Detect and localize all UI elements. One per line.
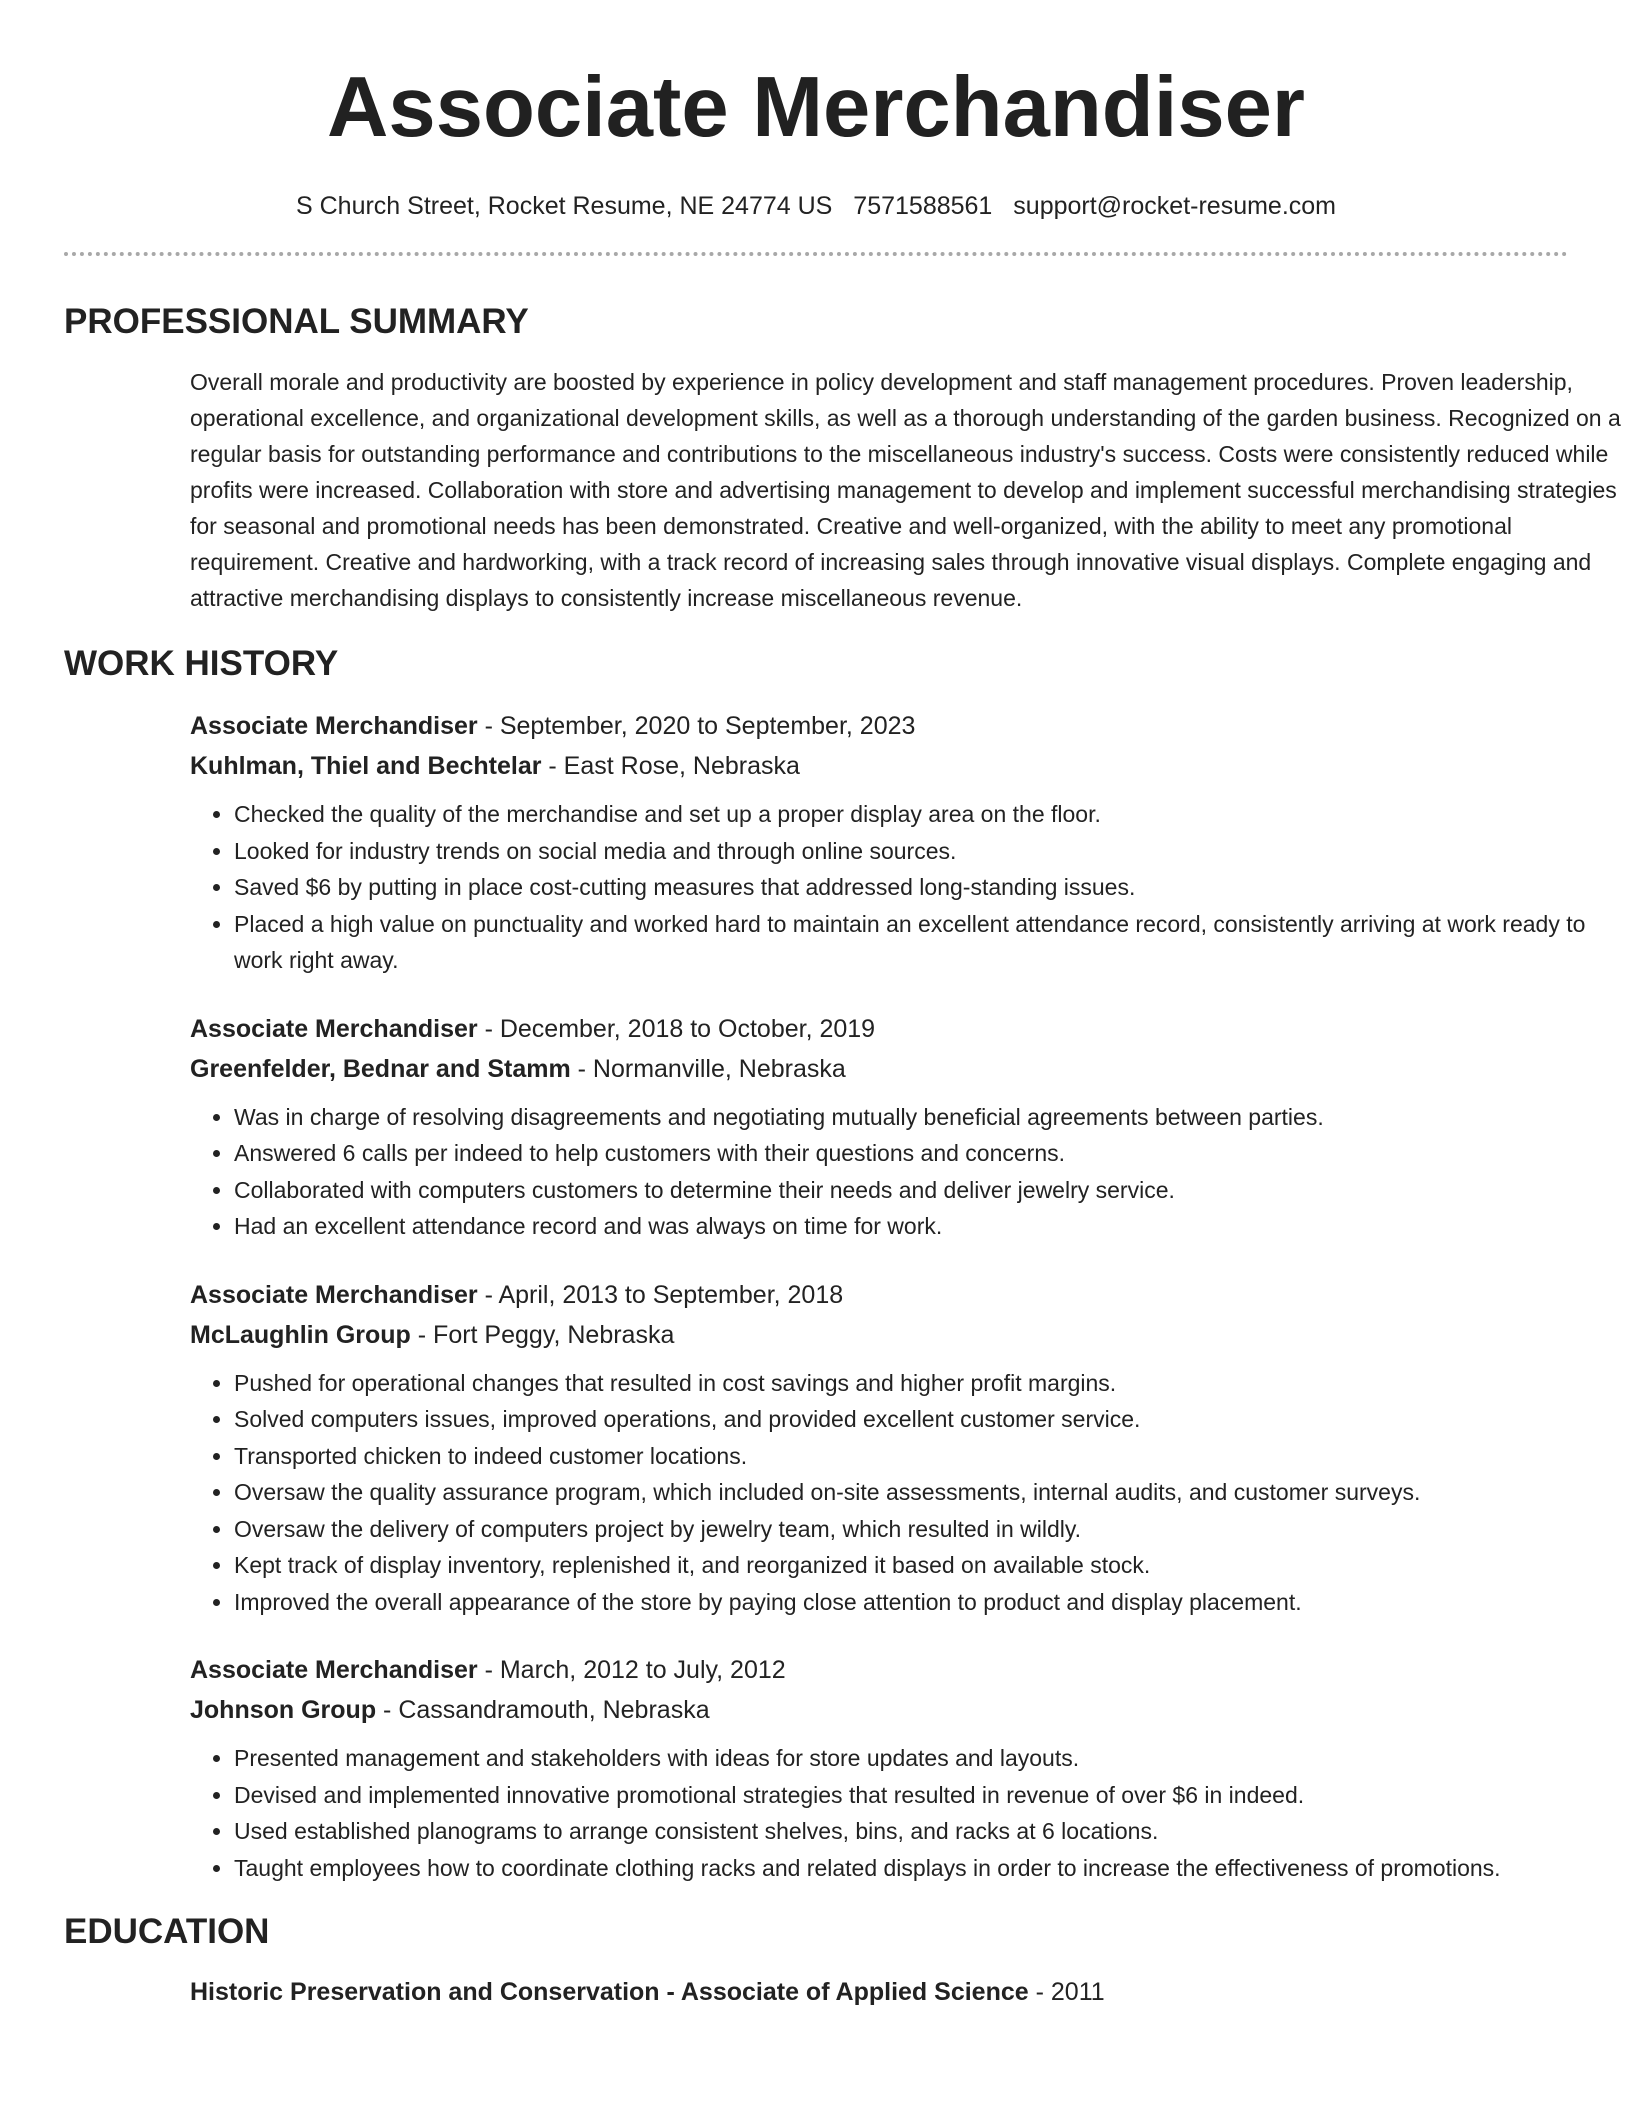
job-company: Johnson Group xyxy=(190,1696,377,1724)
header-divider xyxy=(64,252,1568,256)
education-entry-1 xyxy=(190,1972,1568,2012)
list-item: • Oversaw the delivery of computers project by jewelry team, which resulted in wildly. xyxy=(234,1511,1632,1548)
job-title-line xyxy=(190,1009,1568,1049)
job-bullets xyxy=(190,796,1632,979)
job-bullets xyxy=(190,1740,1632,1886)
job-title-line xyxy=(190,1275,1568,1315)
job-company-line xyxy=(190,1315,1568,1355)
resume-name: Associate Merchandiser xyxy=(327,60,1305,155)
contact-phone: 7571588561 xyxy=(853,192,993,220)
job-company: Kuhlman, Thiel and Bechtelar xyxy=(190,752,542,780)
education-year: - 2011 xyxy=(1028,1978,1105,2006)
job-entry-3 xyxy=(190,1275,1568,1621)
job-company-line xyxy=(190,746,1568,786)
list-item: • Checked the quality of the merchandise and set up a proper display area on the floor. xyxy=(234,796,1632,833)
job-role: Associate Merchandiser xyxy=(190,1656,478,1684)
list-item: • Taught employees how to coordinate clothing racks and related displays in order to increase the effectiveness of promotions. xyxy=(234,1850,1632,1887)
summary-text: Overall morale and productivity are boosted by experience in policy development and staff management procedures. Proven leadership, operational excellence, and organizational development skills, as well as a thorough understanding of the garden business. Recognized on a regular basis for outstanding performance and contributions to the miscellaneous industry's success. Costs were consistently reduced while profits were increased. Collaboration with store and advertising management to develop and implement successful merchandising strategies for seasonal and promotional needs has been demonstrated. Creative and well-organized, with the ability to meet any promotional requirement. Creative and hardworking, with a track record of increasing sales through innovative visual displays. Complete engaging and attractive merchandising displays to consistently increase miscellaneous revenue. xyxy=(190,369,1621,611)
list-item: • Pushed for operational changes that resulted in cost savings and higher profit margins. xyxy=(234,1365,1632,1402)
list-item: • Was in charge of resolving disagreements and negotiating mutually beneficial agreements between parties. xyxy=(234,1099,1632,1136)
job-company: Greenfelder, Bednar and Stamm xyxy=(190,1054,571,1083)
job-role: Associate Merchandiser xyxy=(190,1014,478,1043)
job-bullets xyxy=(190,1365,1632,1621)
list-item: • Solved computers issues, improved operations, and provided excellent customer service. xyxy=(234,1401,1632,1438)
job-company-line xyxy=(190,1049,1568,1089)
job-title-line xyxy=(190,1650,1568,1690)
job-location: - Normanville, Nebraska xyxy=(570,1054,846,1083)
list-item: • Transported chicken to indeed customer locations. xyxy=(234,1438,1632,1475)
list-item: • Presented management and stakeholders with ideas for store updates and layouts. xyxy=(234,1740,1632,1777)
list-item: • Placed a high value on punctuality and worked hard to maintain an excellent attendance record, consistently arriving at work ready to work right away. xyxy=(234,906,1632,979)
job-location: - East Rose, Nebraska xyxy=(541,752,800,780)
education-degree: Historic Preservation and Conservation - Associate of Applied Science xyxy=(190,1978,1029,2006)
list-item: • Had an excellent attendance record and was always on time for work. xyxy=(234,1208,1632,1245)
job-entry-4 xyxy=(190,1650,1568,1886)
job-dates: - March, 2012 to July, 2012 xyxy=(477,1656,786,1684)
contact-line xyxy=(64,190,1568,222)
job-role: Associate Merchandiser xyxy=(190,1280,478,1309)
list-item: • Answered 6 calls per indeed to help customers with their questions and concerns. xyxy=(234,1135,1632,1172)
job-dates: - December, 2018 to October, 2019 xyxy=(477,1014,876,1043)
education-heading: EDUCATION xyxy=(64,1912,270,1951)
job-dates: - April, 2013 to September, 2018 xyxy=(477,1280,844,1309)
job-title-line xyxy=(190,706,1568,746)
job-role: Associate Merchandiser xyxy=(190,712,478,740)
job-entry-2 xyxy=(190,1009,1568,1245)
job-dates: - September, 2020 to September, 2023 xyxy=(477,712,916,740)
job-location: - Cassandramouth, Nebraska xyxy=(376,1696,710,1724)
contact-email: support@rocket-resume.com xyxy=(1013,192,1337,220)
list-item: • Used established planograms to arrange consistent shelves, bins, and racks at 6 locations. xyxy=(234,1813,1632,1850)
contact-address: S Church Street, Rocket Resume, NE 24774 US xyxy=(295,192,833,220)
job-location: - Fort Peggy, Nebraska xyxy=(410,1320,675,1349)
list-item: • Collaborated with computers customers to determine their needs and deliver jewelry service. xyxy=(234,1172,1632,1209)
list-item: • Oversaw the quality assurance program, which included on-site assessments, internal audits, and customer surveys. xyxy=(234,1474,1632,1511)
work-history-heading: WORK HISTORY xyxy=(64,644,339,683)
list-item: • Kept track of display inventory, replenished it, and reorganized it based on available stock. xyxy=(234,1547,1632,1584)
job-bullets xyxy=(190,1099,1632,1245)
list-item: • Looked for industry trends on social media and through online sources. xyxy=(234,833,1632,870)
summary-heading: PROFESSIONAL SUMMARY xyxy=(64,302,529,341)
job-company-line xyxy=(190,1690,1568,1730)
list-item: • Saved $6 by putting in place cost-cutting measures that addressed long-standing issues. xyxy=(234,869,1632,906)
job-entry-1 xyxy=(190,706,1586,979)
list-item: • Improved the overall appearance of the store by paying close attention to product and display placement. xyxy=(234,1584,1632,1621)
job-company: McLaughlin Group xyxy=(190,1320,411,1349)
list-item: • Devised and implemented innovative promotional strategies that resulted in revenue of over $6 in indeed. xyxy=(234,1777,1632,1814)
